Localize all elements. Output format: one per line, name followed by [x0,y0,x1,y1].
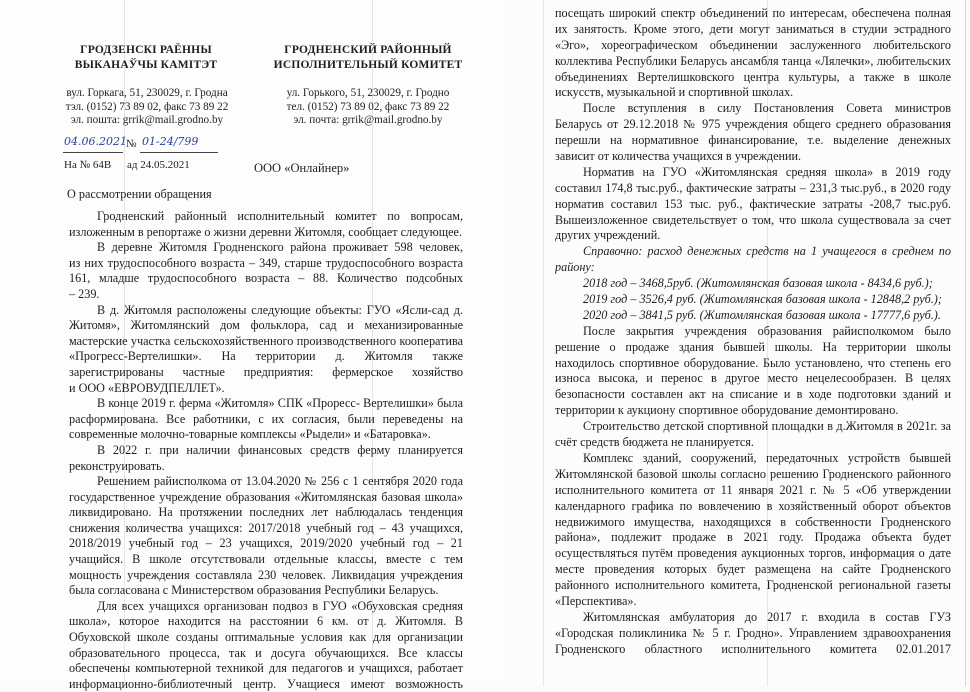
handwritten-number: 01-24/799 [142,135,199,148]
body-text-line: 161, младше трудоспособного возраста – 88. Количество подсобных [69,271,463,286]
body-text-line: недвижимого имущества, находящихся в собственности Гродненского [555,514,951,529]
body-text-line: В деревне Житомля Гродненского района проживает 598 человек, [97,240,463,255]
body-text-line: районного исполнительного комитета, Гродненской региональной газеты [555,578,951,593]
body-text-line: и ООО «ЕВРОВУДПЕЛЛЕТ». [69,380,225,395]
letter-body-page-1 [69,209,463,692]
body-text-line: реконструировать. [69,458,165,473]
body-text-line: образовательного процесса, так и досуга обучающихся. Все классы [69,645,463,660]
date-underline [63,152,123,153]
body-text-line: информационно-библиотечный центр. Учащиеся имеют возможность [69,676,463,691]
letterhead-ru-street: ул. Горького, 51, 230029, г. Гродно [286,87,450,99]
body-text-line: «Городская поликлиника № 5 г. Гродно». Управлением здравоохранения [555,625,951,640]
body-text-line: календарного графика по вовлечению в хозяйственный оборот объектов [555,498,951,513]
body-text-line: зарегистрированы частные предприятия: фермерское хозяйство [69,364,463,379]
body-text-line: изложенным в репортаже о жизни деревни Житомля, сообщает следующее. [69,224,462,239]
body-text-line: других учреждений. [555,228,661,243]
body-text-line: 2020 год – 3841,5 руб. (Житомлянская базовая школа - 17777,6 руб.). [583,307,941,322]
letterhead-ru-email: эл. почта: grrik@mail.grodno.by [293,114,443,126]
body-text-line: осуществляться путём проведения аукционных торгов, информация о дате [555,546,951,561]
body-text-line: перешли на нормативное финансирование, т.е. выделение денежных [555,133,951,148]
body-text-line: износа высока, и перенос в другое место нецелесообразен. В целях [555,371,951,386]
body-text-line: месте проведения которых будет размещена на сайте Гродненского [555,562,951,577]
body-text-line: – 239. [69,286,100,301]
letter-page-2 [505,0,970,686]
body-text-line: снижения количества учащихся: 2017/2018 учебный год – 43 учащихся, [69,520,463,535]
body-text-line: «Перспектива». [555,593,637,608]
body-text-line: счёт средств бюджета не планируется. [555,435,754,450]
body-text-line: исполнительного комитета от 11 января 2021 г. № 5 «Об утверждении [555,482,951,497]
body-text-line: В д. Житомля расположены следующие объекты: ГУО «Ясли-сад д. [97,302,463,317]
body-text-line: объединениях Вертелишковского центра культуры, а также в школе [555,69,951,84]
body-text-line: «Эго», хореографическом объединении заслуженного любительского [555,37,951,52]
letter-subject: О рассмотрении обращения [67,187,212,201]
body-text-line: Решением райисполкома от 13.04.2020 № 256 с 1 сентября 2020 года [97,474,463,489]
handwritten-date: 04.06.2021 [64,135,127,148]
body-text-line: В конце 2019 г. ферма «Житомля» СПК «Проресс- Вертелишки» была [97,396,463,411]
letterhead-by-name [62,43,230,73]
letterhead-by-address [58,87,236,128]
body-text-line: Гродненский районный исполнительный комитет по вопросам, [97,209,463,223]
body-text-line: Обуховской школе созданы оптимальные условия как для организации [69,630,463,645]
body-text-line: государственное учреждение образования «Житомлянская базовая школа» [69,489,463,504]
recipient: ООО «Онлайнер» [254,161,350,175]
scan-fold-line [543,0,544,686]
letterhead-ru-name-line-1: ГРОДНЕНСКИЙ РАЙОННЫЙ [284,44,452,56]
body-text-line: учащийся. В школе отсутствовали отдельные классы, вместе с тем [69,552,463,567]
body-text-line: школа», которое находится на расстоянии 6 км. от д. Житомля. В [69,614,463,629]
body-text-line: Беларусь от 29.12.2018 № 975 учреждения общего среднего образования [555,117,951,132]
letterhead-ru-name-line-2: ИСПОЛНИТЕЛЬНЫЙ КОМИТЕТ [273,59,463,71]
body-text-line: Для всех учащихся организован подвоз в ГУО «Обуховская средняя [97,598,463,613]
body-text-line: была согласована с Министерством образования Республики Беларусь. [69,583,439,598]
body-text-line: В 2022 г. при наличии финансовых средств ферму планируется [97,442,463,457]
body-text-line: района», подлежит продаже в 2021 году. Продажа объекта будет [555,530,951,545]
body-text-line: «Прогресс-Вертелишки». На территории д. Житомля также [69,349,463,364]
letterhead-by-phone: тэл. (0152) 73 89 02, факс 73 89 22 [65,100,229,113]
body-text-line: решение о продаже здания бывшей школы. На территории школы [555,339,951,354]
number-sign: № [126,138,137,150]
letter-body-page-2 [555,6,951,658]
letterhead-ru-name [268,43,468,73]
reference-date: ад 24.05.2021 [127,159,190,171]
body-text-line: Житомлянской базовой школы согласно решению Гродненского районного [555,466,951,481]
body-text-line: ликвидировано. На протяжении последних лет наблюдалась тенденция [69,505,463,520]
letterhead-by-name-line-1: ГРОДЗЕНСКІ РАЁННЫ [80,44,212,56]
reference-number: На № 64В [64,159,112,171]
body-text-line: безопасности составлен акт на списание и в ходе подготовки зданий и [555,387,951,402]
body-text-line: зависит от количества учащихся в учреждении. [555,149,802,164]
body-text-line: их занятость. Кроме этого, дети могут заниматься в студии эстрадного [555,21,951,36]
letterhead-by-email: эл. пошта: grrik@mail.grodno.by [70,114,224,126]
body-text-line: расформирована. Все работники, с их согласия, были переведены на [69,411,463,426]
body-text-line: Житомя», Житомлянский дом фольклора, сад и механизированные [69,318,463,333]
body-text-line: 2019 год – 3526,4 руб. (Житомлянская базовая школа - 12848,2 руб.); [583,292,942,307]
body-text-line: Комплекс зданий, сооружений, передаточных устройств бывшей [583,450,951,465]
body-text-line: Справочно: расход денежных средств на 1 учащегося в среднем по [583,244,951,259]
body-text-line: норматив составил 153 тыс. руб., фактические затраты -208,7 тыс.руб. [555,196,951,211]
body-text-line: из них трудоспособного возраста – 349, старше трудоспособного возраста [69,255,463,270]
letterhead-by-street: вул. Горкага, 51, 230029, г. Гродна [66,87,228,99]
body-text-line: обеспечены компьютерной техникой для педагогов и учащихся, работает [69,661,463,676]
body-text-line: Норматив на ГУО «Житомлянская средняя школа» в 2019 году [583,164,951,179]
body-text-line: После закрытия учреждения образования райисполкомом было [583,323,951,338]
body-text-line: району: [555,260,595,275]
number-underline [140,152,218,153]
body-text-line: находилось спортивное оборудование. Было установлено, что степень его [555,355,951,370]
letterhead-ru-phone: тел. (0152) 73 89 02, факс 73 89 22 [286,100,450,113]
body-text-line: составил 174,8 тыс.руб., фактические затраты – 231,3 тыс.руб., в 2020 году [555,180,951,195]
body-text-line: посещать широкий спектр объединений по интересам, обеспечена полная [555,6,951,20]
body-text-line: коллектива Республики Беларусь ансамбля танца «Лялечки», любительских [555,53,951,68]
body-text-line: мощность учреждения составляла 230 человек. Ликвидация учреждения [69,567,463,582]
body-text-line: искусств, музыкальной и спортивной школах. [555,85,794,100]
body-text-line: После вступления в силу Постановления Совета министров [583,101,951,116]
page-edge [965,0,966,686]
body-text-line: Строительство детской спортивной площадки в д.Житомля в 2021г. за [583,419,951,434]
body-text-line: территории к аукциону спортивное оборудование демонтировано. [555,403,899,418]
body-text-line: 2018/2019 учебный год – 23 учащихся, 2019/2020 учебный год – 21 [69,536,463,551]
body-text-line: Вышеизложенное свидетельствует о том, что школа существовала за счет [555,212,951,227]
letterhead-ru-address [274,87,462,128]
body-text-line: 2018 год – 3468,5руб. (Житомлянская базовая школа - 8434,6 руб.); [583,276,933,291]
letterhead-by-name-line-2: ВЫКАНАЎЧЫ КАМІТЭТ [74,59,218,71]
body-text-line: Гродненского областного исполнительного комитета 02.01.2017 [555,641,951,656]
body-text-line: мастерские участка сельскохозяйственного производственного кооператива [69,333,463,348]
body-text-line: современные молочно-товарные комплексы «Рыдели» и «Батаровка». [69,427,431,442]
body-text-line: Житомлянская амбулатория до 2017 г. входила в состав ГУЗ [583,609,951,624]
